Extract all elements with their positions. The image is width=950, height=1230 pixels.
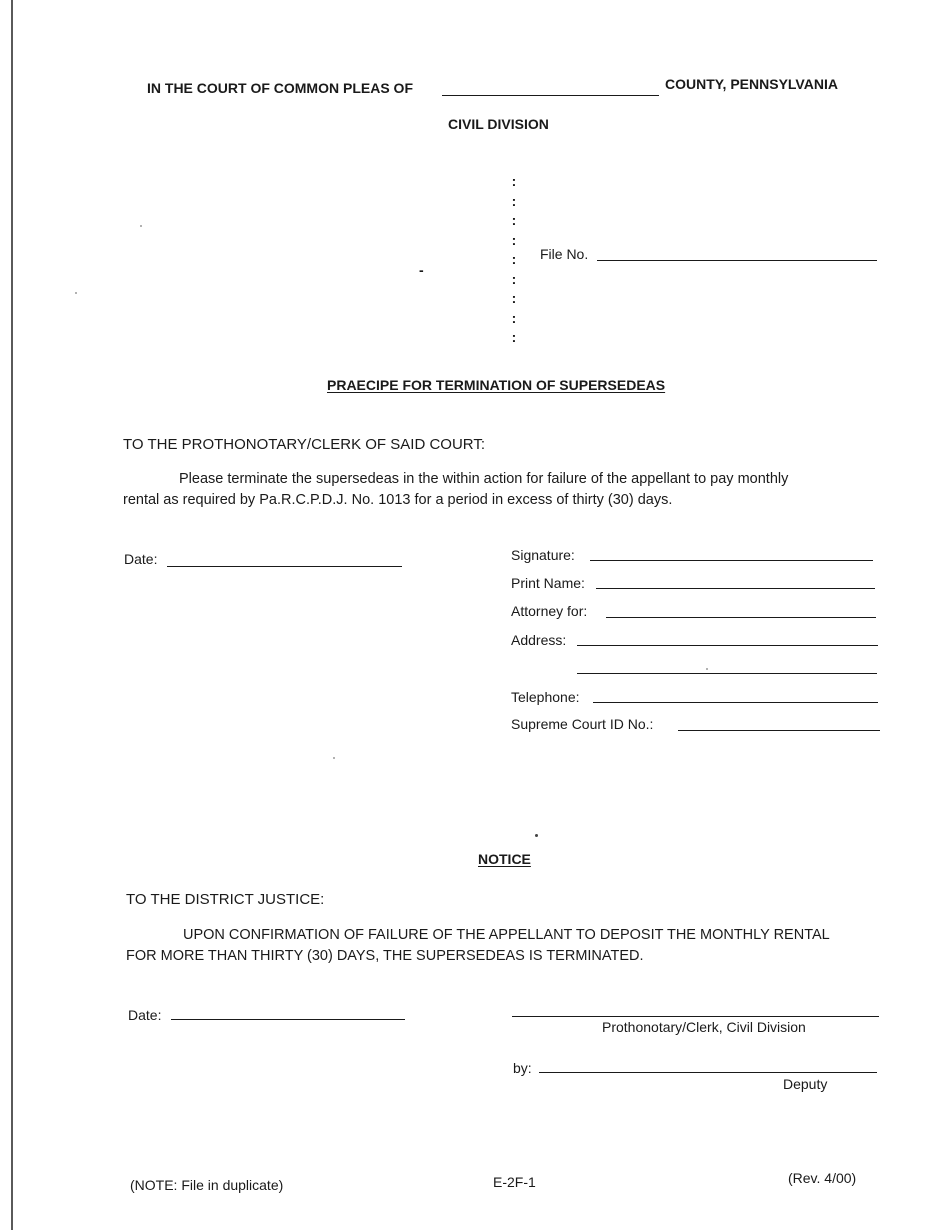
- caption-colon: :: [511, 309, 517, 326]
- notice-title: NOTICE: [478, 851, 531, 867]
- praecipe-body-line-1: Please terminate the supersedeas in the within action for failure of the appellant to pay monthly: [179, 471, 789, 487]
- caption-colon: :: [511, 173, 517, 189]
- prothonotary-signature-line[interactable]: [512, 1016, 879, 1017]
- notice-body-line-2: FOR MORE THAN THIRTY (30) DAYS, THE SUPERSEDEAS IS TERMINATED.: [126, 948, 644, 964]
- page-edge-shadow: [11, 0, 13, 1230]
- address-line-1[interactable]: [577, 645, 878, 646]
- caption-colon: :: [511, 212, 517, 228]
- revision-label: (Rev. 4/00): [788, 1170, 857, 1186]
- print-name-line[interactable]: [596, 588, 875, 589]
- caption-colon: :: [511, 290, 517, 306]
- scan-speck: [706, 668, 708, 670]
- signature-line[interactable]: [590, 560, 873, 561]
- file-no-label: File No.: [540, 246, 589, 262]
- county-blank-line[interactable]: [442, 95, 659, 96]
- caption-colon: :: [511, 192, 517, 209]
- deputy-signature-line[interactable]: [539, 1072, 877, 1073]
- scan-speck: [140, 225, 142, 227]
- praecipe-date-line[interactable]: [167, 566, 402, 567]
- address-line-2[interactable]: [577, 673, 877, 674]
- address-label: Address:: [511, 632, 567, 648]
- praecipe-title: PRAECIPE FOR TERMINATION OF SUPERSEDEAS: [327, 377, 666, 393]
- praecipe-addressee: TO THE PROTHONOTARY/CLERK OF SAID COURT:: [123, 436, 485, 453]
- praecipe-body-line-2: rental as required by Pa.R.C.P.D.J. No. 1013 for a period in excess of thirty (30) days.: [123, 492, 673, 508]
- attorney-for-line[interactable]: [606, 617, 876, 618]
- court-prefix: IN THE COURT OF COMMON PLEAS OF: [147, 80, 413, 96]
- deputy-label: Deputy: [783, 1076, 828, 1092]
- caption-colon: :: [511, 270, 517, 287]
- scan-speck: [75, 292, 77, 294]
- telephone-label: Telephone:: [511, 689, 580, 705]
- signature-label: Signature:: [511, 547, 575, 563]
- supreme-court-id-line[interactable]: [678, 730, 880, 731]
- caption-dash: -: [419, 262, 424, 278]
- form-code: E-2F-1: [493, 1174, 536, 1190]
- footer-note: (NOTE: File in duplicate): [130, 1177, 284, 1193]
- notice-body-line-1: UPON CONFIRMATION OF FAILURE OF THE APPELLANT TO DEPOSIT THE MONTHLY RENTAL: [183, 927, 830, 943]
- scan-speck: [535, 834, 538, 837]
- file-no-line[interactable]: [597, 260, 877, 261]
- notice-date-label: Date:: [128, 1007, 162, 1023]
- supreme-court-id-label: Supreme Court ID No.:: [511, 716, 654, 732]
- caption-colon: :: [511, 251, 517, 267]
- notice-date-line[interactable]: [171, 1019, 405, 1020]
- caption-colon-column: [509, 172, 519, 348]
- scan-speck: [333, 757, 335, 759]
- by-label: by:: [513, 1060, 532, 1076]
- caption-colon: :: [511, 231, 517, 248]
- notice-addressee: TO THE DISTRICT JUSTICE:: [126, 891, 325, 908]
- county-suffix: COUNTY, PENNSYLVANIA: [665, 76, 838, 92]
- division-title: CIVIL DIVISION: [448, 116, 549, 132]
- attorney-for-label: Attorney for:: [511, 603, 588, 619]
- prothonotary-label: Prothonotary/Clerk, Civil Division: [602, 1019, 806, 1035]
- caption-colon: :: [511, 329, 517, 345]
- print-name-label: Print Name:: [511, 575, 585, 591]
- praecipe-date-label: Date:: [124, 551, 158, 567]
- telephone-line[interactable]: [593, 702, 878, 703]
